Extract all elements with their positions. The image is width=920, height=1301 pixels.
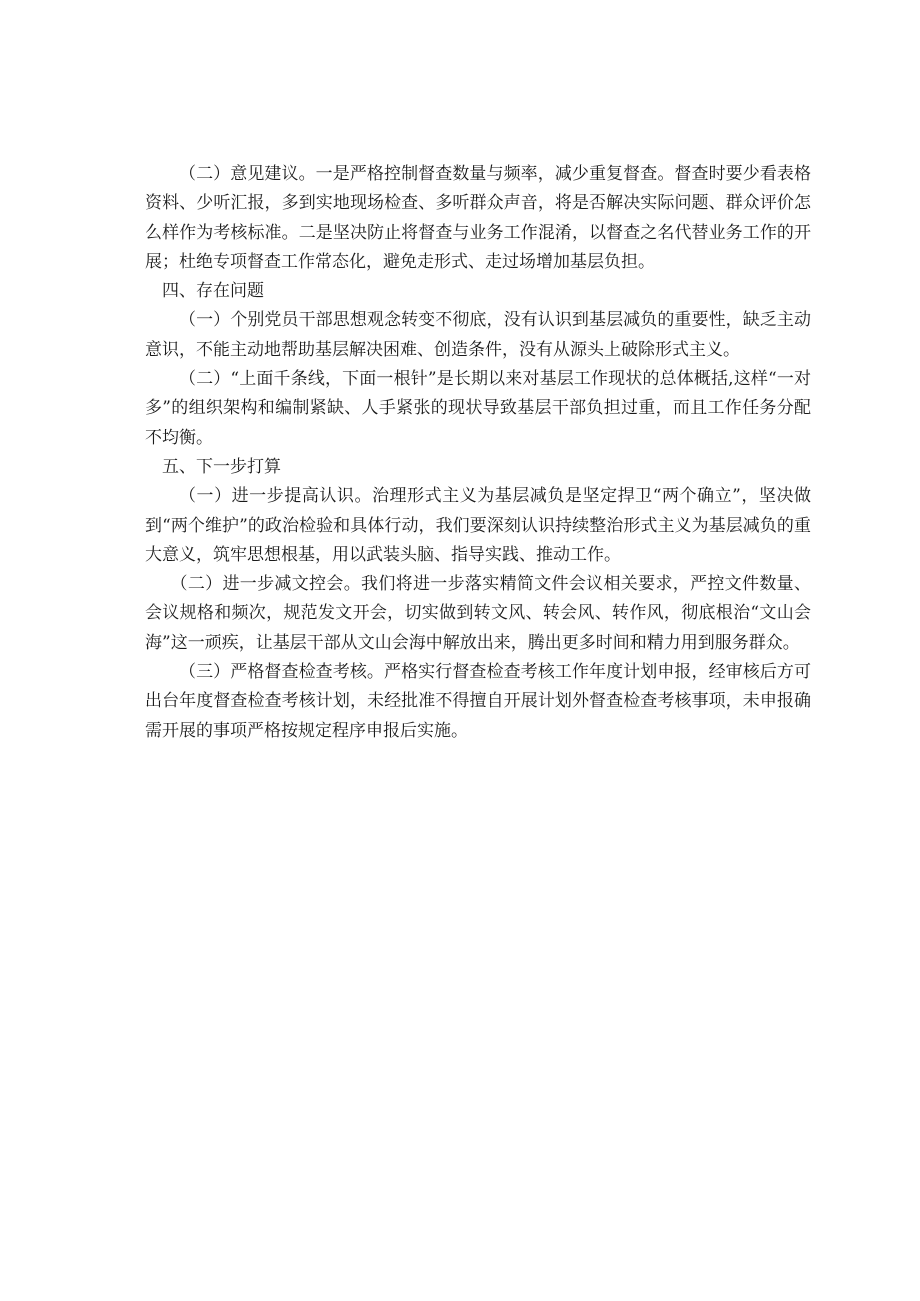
- paragraph-problem-2: （二）“上面千条线，下面一根针”是长期以来对基层工作现状的总体概括,这样“一对多”的组织架构和编制紧缺、人手紧张的现状导致基层干部负担过重，而且工作任务分配不均衡。: [145, 369, 811, 448]
- section-heading-problems: 四、存在问题: [162, 281, 264, 302]
- paragraph-suggestions: （二）意见建议。一是严格控制督查数量与频率，减少重复督查。督查时要少看表格资料、少听汇报，多到实地现场检查、多听群众声音，将是否解决实际问题、群众评价怎么样作为考核标准。二是坚决防止将督查与业务工作混淆，以督查之名代替业务工作的开展；杜绝专项督查工作常态化，避免走形式、走过场增加基层负担。: [145, 164, 811, 272]
- paragraph-next-step-2: （二）进一步减文控会。我们将进一步落实精简文件会议相关要求，严控文件数量、会议规格和频次，规范发文开会，切实做到转文风、转会风、转作风，彻底根治“文山会海”这一顽疾，让基层干部从文山会海中解放出来，腾出更多时间和精力用到服务群众。: [145, 574, 811, 653]
- paragraph-next-step-3: （三）严格督查检查考核。严格实行督查检查考核工作年度计划申报，经审核后方可出台年度督查检查考核计划，未经批准不得擅自开展计划外督查检查考核事项，未申报确需开展的事项严格按规定程序申报后实施。: [145, 662, 811, 741]
- paragraph-problem-1: （一）个别党员干部思想观念转变不彻底，没有认识到基层减负的重要性，缺乏主动意识，不能主动地帮助基层解决困难、创造条件，没有从源头上破除形式主义。: [145, 310, 811, 360]
- section-heading-next-steps: 五、下一步打算: [162, 456, 281, 477]
- paragraph-next-step-1: （一）进一步提高认识。治理形式主义为基层减负是坚定捍卫“两个确立”，坚决做到“两个维护”的政治检验和具体行动，我们要深刻认识持续整治形式主义为基层减负的重大意义，筑牢思想根基，用以武装头脑、指导实践、推动工作。: [145, 486, 811, 565]
- document-page: [145, 160, 811, 746]
